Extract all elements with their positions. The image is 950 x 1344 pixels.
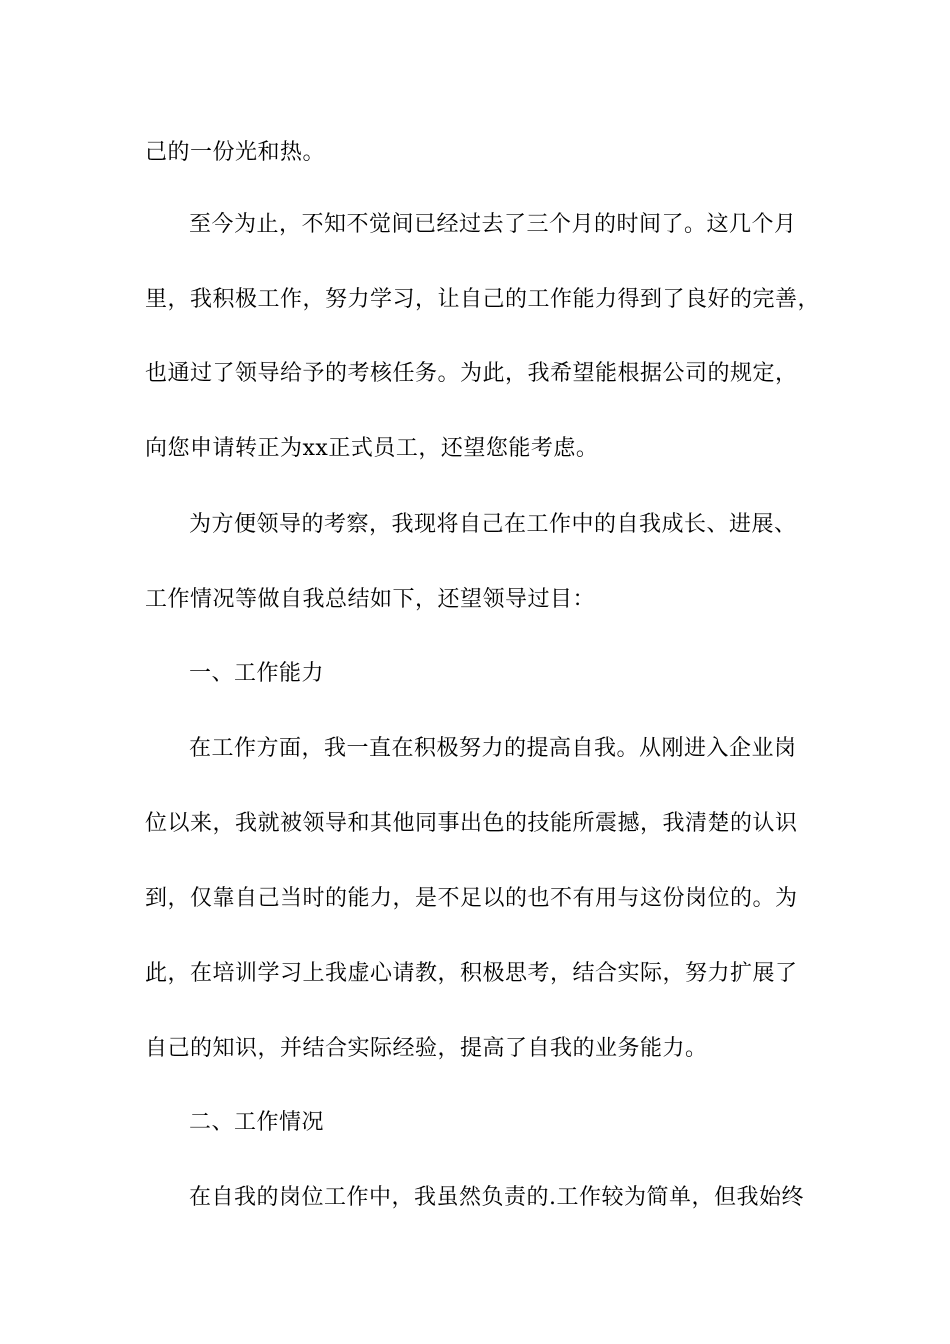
text-line: 向您申请转正为xx正式员工，还望您能考虑。 (145, 436, 599, 461)
paragraph-line: 在工作方面，我一直在积极努力的提高自我。从刚进入企业岗 (189, 736, 797, 761)
text-line: 位以来，我就被领导和其他同事出色的技能所震撼，我清楚的认识 (145, 811, 798, 836)
text-line: 到，仅靠自己当时的能力，是不足以的也不有用与这份岗位的。为 (145, 886, 798, 911)
section-heading: 一、工作能力 (189, 661, 325, 686)
paragraph-line: 至今为止，不知不觉间已经过去了三个月的时间了。这几个月 (189, 212, 797, 237)
text-line: 也通过了领导给予的考核任务。为此，我希望能根据公司的规定， (145, 361, 798, 386)
text-line: 工作情况等做自我总结如下，还望领导过目： (145, 587, 596, 612)
paragraph-line: 在自我的岗位工作中，我虽然负责的.工作较为简单，但我始终 (189, 1185, 804, 1210)
section-heading: 二、工作情况 (189, 1110, 325, 1135)
text-line: 此，在培训学习上我虚心请教，积极思考，结合实际，努力扩展了 (145, 961, 798, 986)
paragraph-line: 为方便领导的考察，我现将自己在工作中的自我成长、进展、 (189, 512, 797, 537)
text-line: 己的一份光和热。 (145, 140, 326, 165)
text-line: 里，我积极工作，努力学习，让自己的工作能力得到了良好的完善， (145, 287, 821, 312)
text-line: 自己的知识，并结合实际经验，提高了自我的业务能力。 (145, 1036, 708, 1061)
